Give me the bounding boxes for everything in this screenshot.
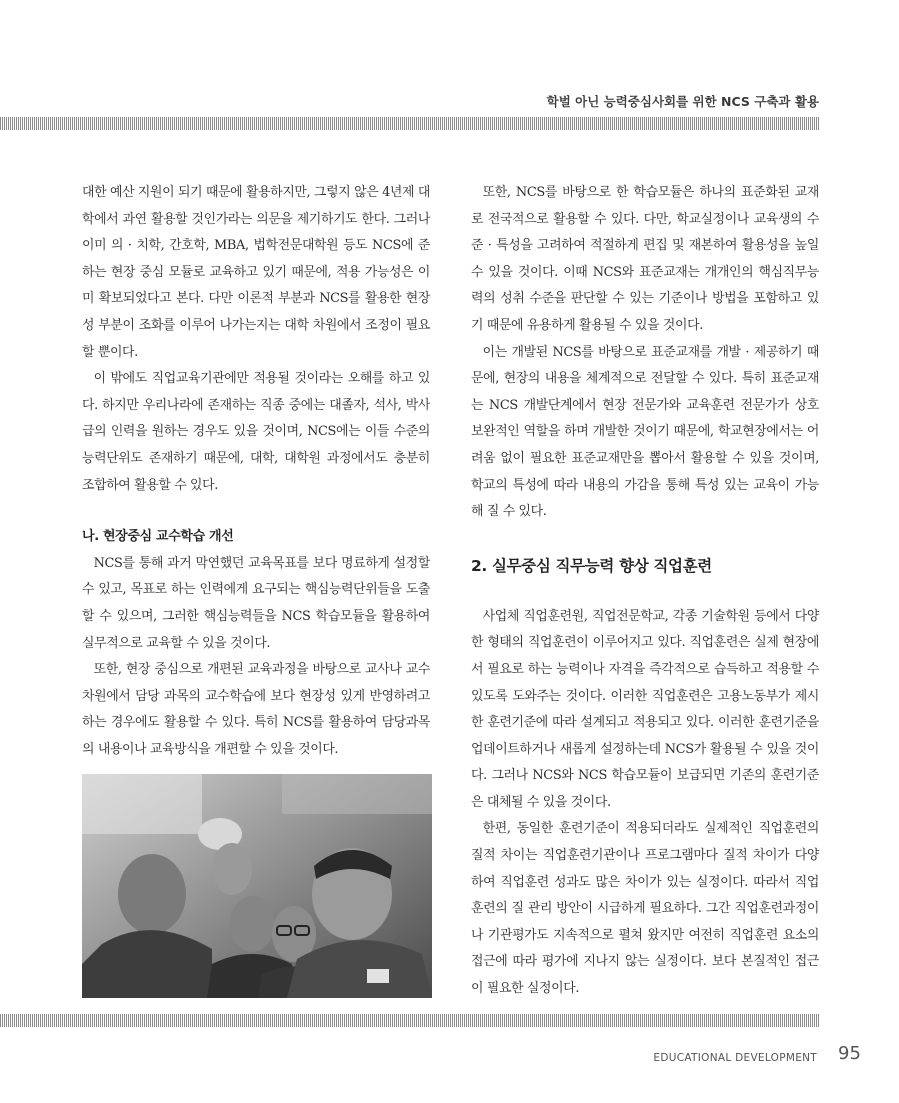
subheading: 나. 현장중심 교수학습 개선 — [82, 529, 234, 545]
paragraph: 대한 예산 지원이 되기 때문에 활용하지만, 그렇지 않은 4년제 대학에서 과연 활용할 것인가라는 의문을 제기하기도 한다. 그러나 이미 의 · 치학, 간호학, MBA, 법학전문대학원 등도 NCS에 준하는 현장 중심 모듈로 교육하고 있기 때문에, 적용 가능성은 이미 확보되었다고 본다. 다만 이론적 부분과 NCS를 활용한 현장성 부분이 조화를 이루어 나가는지는 대학 차원에서 조정이 필요할 뿐이다. — [82, 185, 430, 360]
section-title: 2. 실무중심 직무능력 향상 직업훈련 — [471, 556, 712, 575]
page-number: 95 — [838, 1043, 861, 1064]
photo-illustration — [82, 774, 432, 998]
magazine-name: EDUCATIONAL DEVELOPMENT — [653, 1052, 817, 1064]
paragraph: 또한, NCS를 바탕으로 한 학습모듈은 하나의 표준화된 교재로 전국적으로 활용할 수 있다. 다만, 학교실정이나 교육생의 수준 · 특성을 고려하여 적절하게 편집 및 재본하여 활용성을 높일 수 있을 것이다. 이때 NCS와 표준교재는 개개인의 핵심직무능력의 성취 수준을 판단할 수 있는 기준이나 방법을 포함하고 있기 때문에 유용하게 활용될 수 있을 것이다. — [471, 185, 819, 333]
classroom-photo — [82, 774, 432, 998]
running-header-title: 학벌 아닌 능력중심사회를 위한 NCS 구축과 활용 — [546, 94, 819, 109]
header-rule — [0, 117, 820, 130]
footer-rule — [0, 1014, 820, 1027]
paragraph: 이 밖에도 직업교육기관에만 적용될 것이라는 오해를 하고 있다. 하지만 우리나라에 존재하는 직종 중에는 대졸자, 석사, 박사급의 인력을 원하는 경우도 있을 것이며, NCS에는 이들 수준의 능력단위도 존재하기 때문에, 대학, 대학원 과정에서도 충분히 조합하여 활용할 수 있다. — [82, 371, 430, 493]
paragraph: 한편, 동일한 훈련기준이 적용되더라도 실제적인 직업훈련의 질적 차이는 직업훈련기관이나 프로그램마다 질적 차이가 다양하여 직업훈련 성과도 많은 차이가 있는 실정이다. 따라서 직업훈련의 질 관리 방안이 시급하게 필요하다. 그간 직업훈련과정이나 기관평가도 지속적으로 펼쳐 왔지만 여전히 직업훈련 요소의 접근에 따라 평가에 지나지 않는 실정이다. 보다 본질적인 접근이 필요한 실정이다. — [471, 821, 819, 997]
paragraph: NCS를 통해 과거 막연했던 교육목표를 보다 명료하게 설정할 수 있고, 목표로 하는 인력에게 요구되는 핵심능력단위들을 도출할 수 있으며, 그러한 핵심능력들을 NCS 학습모듈을 활용하여 실무적으로 교육할 수 있을 것이다. — [82, 555, 430, 651]
right-column — [471, 180, 819, 1003]
paragraph: 사업체 직업훈련원, 직업전문학교, 각종 기술학원 등에서 다양한 형태의 직업훈련이 이루어지고 있다. 직업훈련은 실제 현장에서 필요로 하는 능력이나 자격을 즉각적으로 습득하고 적용할 수 있도록 도와주는 것이다. 이러한 직업훈련은 고용노동부가 제시한 훈련기준에 따라 설계되고 적용되고 있다. 이러한 훈련기준을 업데이트하거나 새롭게 설정하는데 NCS가 활용될 수 있을 것이다. 그러나 NCS와 NCS 학습모듈이 보급되면 기존의 훈련기준은 대체될 수 있을 것이다. — [471, 608, 819, 810]
paragraph: 이는 개발된 NCS를 바탕으로 표준교재를 개발 · 제공하기 때문에, 현장의 내용을 체계적으로 전달할 수 있다. 특히 표준교재는 NCS 개발단계에서 현장 전문가와 교육훈련 전문가가 상호 보완적인 역할을 하며 개발한 것이기 때문에, 학교현장에서는 어려움 없이 필요한 표준교재만을 뽑아서 활용할 수 있을 것이며, 학교의 특성에 따라 내용의 가감을 통해 특성 있는 교육이 가능해 질 수 있다. — [471, 344, 819, 520]
paragraph: 또한, 현장 중심으로 개편된 교육과정을 바탕으로 교사나 교수 차원에서 담당 과목의 교수학습에 보다 현장성 있게 반영하려고 하는 경우에도 활용할 수 있다. 특히 NCS를 활용하여 담당과목의 내용이나 교육방식을 개편할 수 있을 것이다. — [82, 662, 430, 757]
left-column — [82, 180, 430, 763]
